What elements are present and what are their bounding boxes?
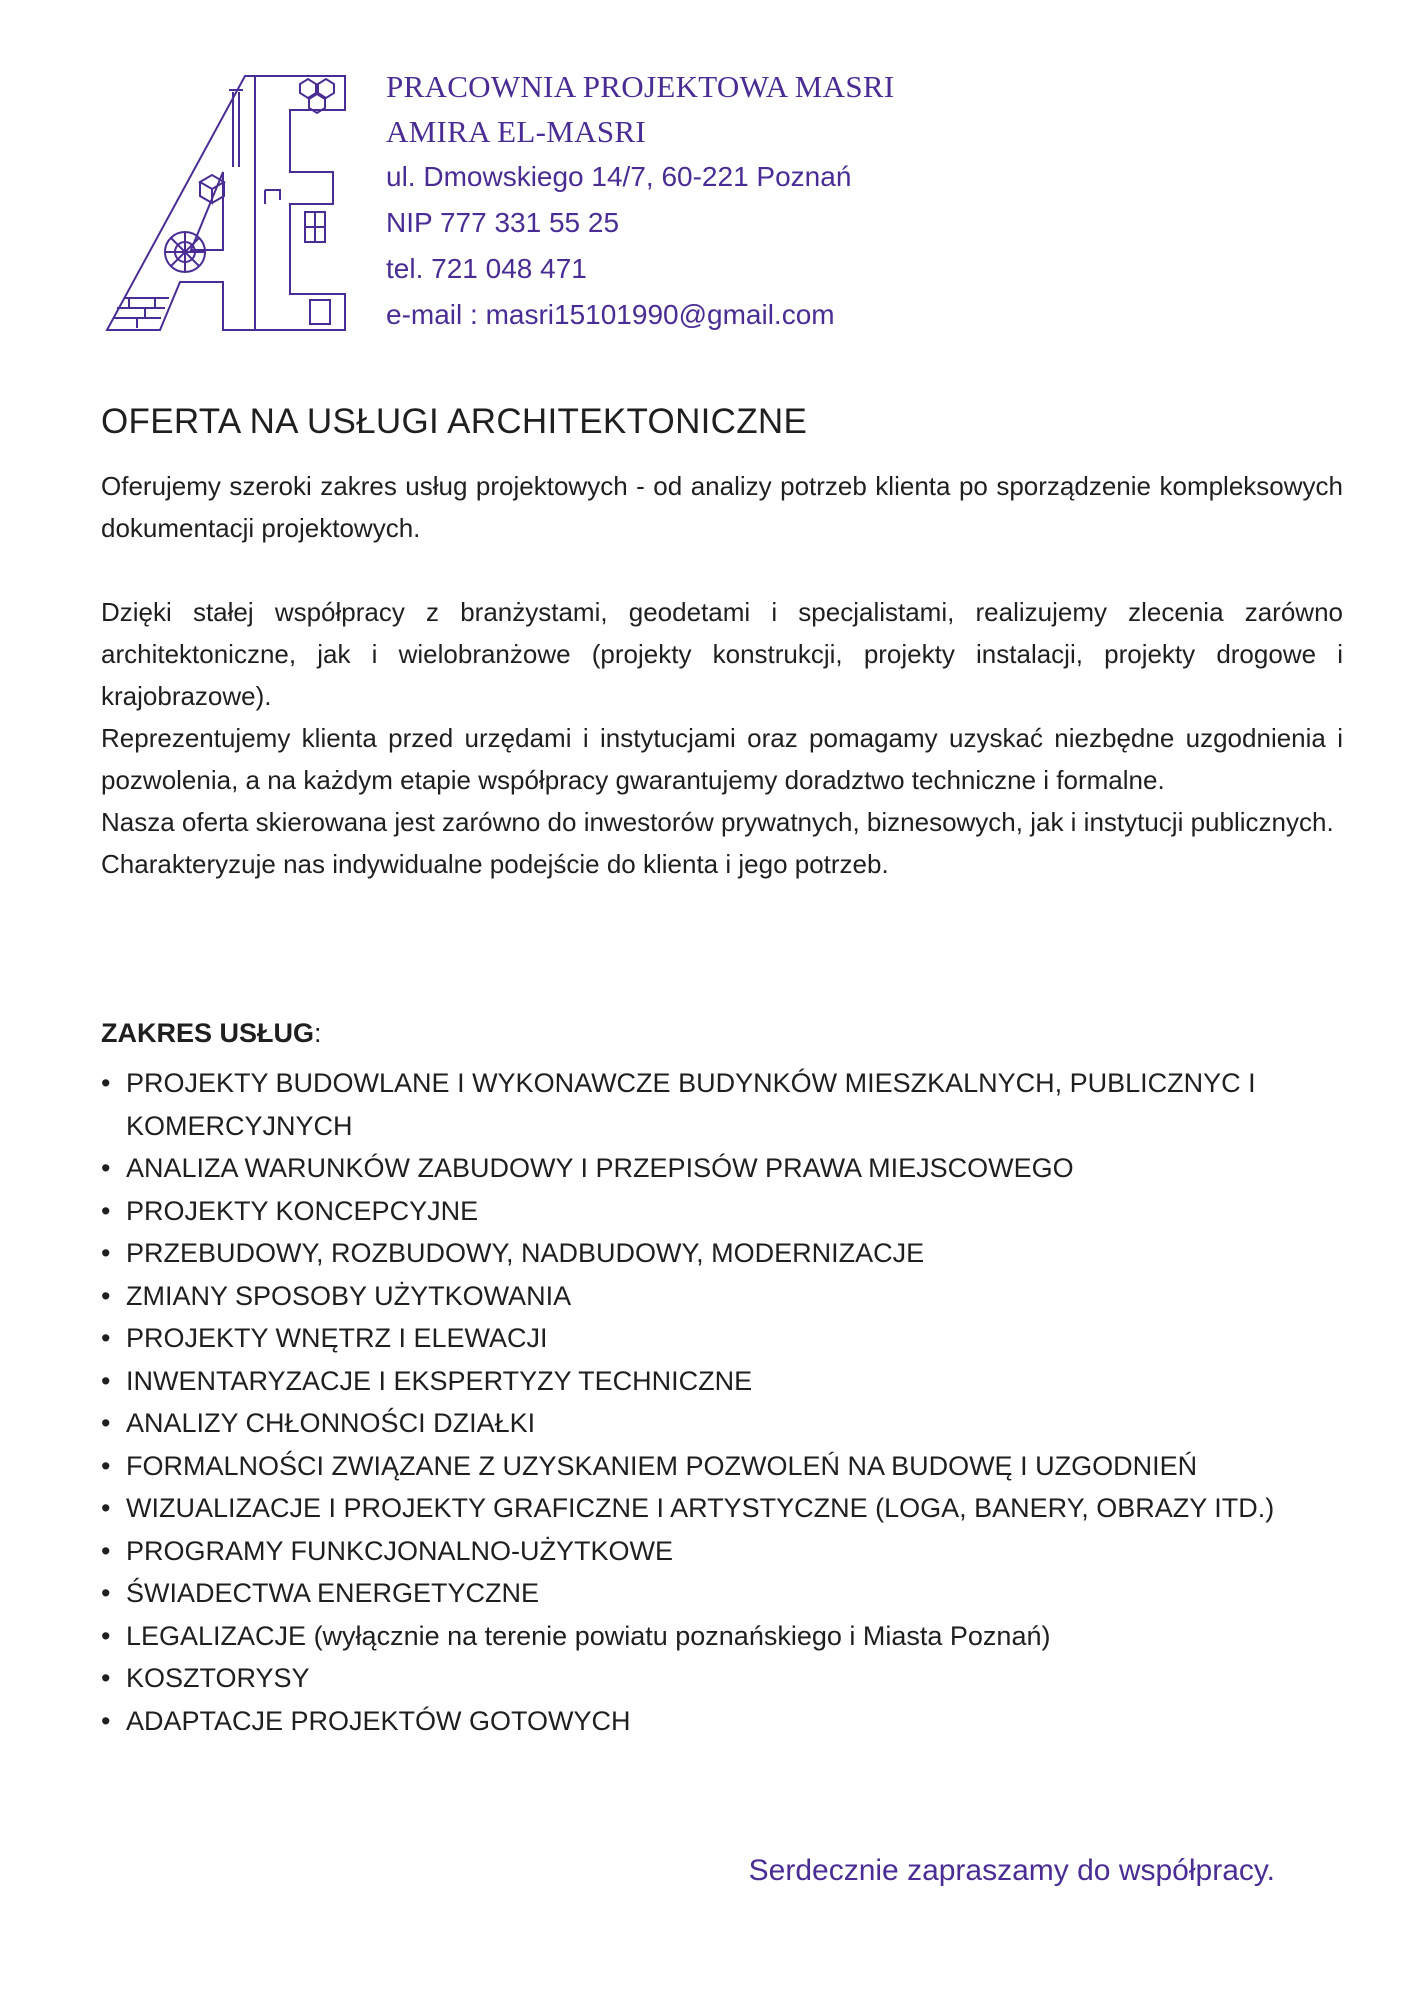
list-item: • LEGALIZACJE (wyłącznie na terenie powiatu poznańskiego i Miasta Poznań): [101, 1615, 1343, 1658]
scope-heading: ZAKRES USŁUG:: [101, 1018, 322, 1048]
list-item: • ANALIZY CHŁONNOŚCI DZIAŁKI: [101, 1402, 1343, 1445]
paragraph-intro: Oferujemy szeroki zakres usług projektowych - od analizy potrzeb klienta po sporządzenie kompleksowych dokumentacji projektowych.: [101, 471, 1343, 543]
offer-body: [101, 465, 1343, 885]
paragraph-representation: Reprezentujemy klienta przed urzędami i instytucjami oraz pomagamy uzyskać niezbędne uzgodnienia i pozwolenia, a na każdym etapie współpracy gwarantujemy doradztwo techniczne i formalne.: [101, 723, 1343, 795]
list-item: • INWENTARYZACJE I EKSPERTYZY TECHNICZNE: [101, 1360, 1343, 1403]
list-item: • FORMALNOŚCI ZWIĄZANE Z UZYSKANIEM POZWOLEŃ NA BUDOWĘ I UZGODNIEŃ: [101, 1445, 1343, 1488]
nip: NIP 777 331 55 25: [386, 207, 620, 238]
list-item: • PRZEBUDOWY, ROZBUDOWY, NADBUDOWY, MODERNIZACJE: [101, 1232, 1343, 1275]
offer-title: OFERTA NA USŁUGI ARCHITEKTONICZNE: [101, 402, 808, 441]
owner-name: AMIRA EL-MASRI: [386, 114, 646, 149]
services-list: [101, 1062, 1343, 1742]
list-item: • ANALIZA WARUNKÓW ZABUDOWY I PRZEPISÓW PRAWA MIEJSCOWEGO: [101, 1147, 1343, 1190]
address: ul. Dmowskiego 14/7, 60-221 Poznań: [386, 161, 852, 192]
paragraph-approach: Charakteryzuje nas indywidualne podejście do klienta i jego potrzeb.: [101, 849, 889, 879]
list-item: • ŚWIADECTWA ENERGETYCZNE: [101, 1572, 1343, 1615]
phone: tel. 721 048 471: [386, 253, 587, 284]
list-item: • PROGRAMY FUNKCJONALNO-UŻYTKOWE: [101, 1530, 1343, 1573]
list-item: • KOSZTORYSY: [101, 1657, 1343, 1700]
paragraph-cooperation: Dzięki stałej współpracy z branżystami, geodetami i specjalistami, realizujemy zlecenia zarówno architektoniczne, jak i wielobranżowe (projekty konstrukcji, projekty instalacji, projekty drogowe i krajobrazowe).: [101, 597, 1343, 711]
paragraph-audience: Nasza oferta skierowana jest zarówno do inwestorów prywatnych, biznesowych, jak i instytucji publicznych.: [101, 807, 1334, 837]
company-header: [386, 64, 894, 338]
closing-invitation: Serdecznie zapraszamy do współpracy.: [748, 1854, 1275, 1887]
ae-monogram-logo: [105, 72, 350, 334]
email: e-mail : masri15101990@gmail.com: [386, 299, 835, 330]
list-item: • ADAPTACJE PROJEKTÓW GOTOWYCH: [101, 1700, 1343, 1743]
list-item: • WIZUALIZACJE I PROJEKTY GRAFICZNE I ARTYSTYCZNE (LOGA, BANERY, OBRAZY ITD.): [101, 1487, 1343, 1530]
list-item: • PROJEKTY BUDOWLANE I WYKONAWCZE BUDYNKÓW MIESZKALNYCH, PUBLICZNYC I KOMERCYJNYCH: [101, 1062, 1343, 1147]
firm-name: PRACOWNIA PROJEKTOWA MASRI: [386, 69, 895, 104]
list-item: • PROJEKTY WNĘTRZ I ELEWACJI: [101, 1317, 1343, 1360]
list-item: • PROJEKTY KONCEPCYJNE: [101, 1190, 1343, 1233]
list-item: • ZMIANY SPOSOBY UŻYTKOWANIA: [101, 1275, 1343, 1318]
